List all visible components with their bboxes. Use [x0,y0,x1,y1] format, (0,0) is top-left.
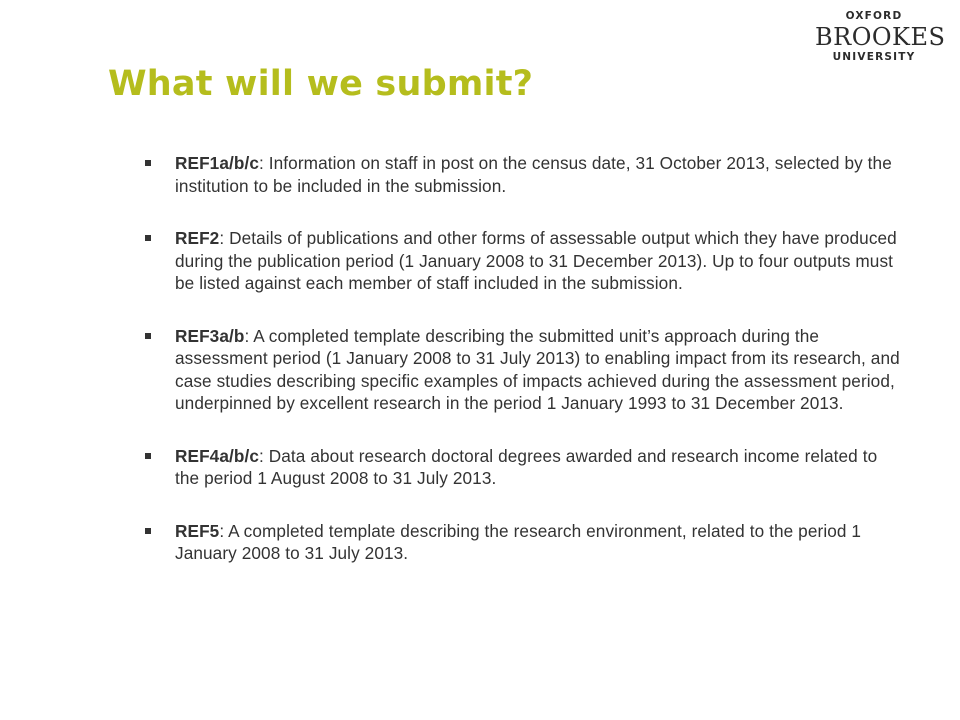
ref-code: REF3a/b [175,325,245,346]
list-item [145,227,905,295]
list-item [145,325,905,415]
square-bullet-icon [145,333,151,339]
square-bullet-icon [145,453,151,459]
logo-text-bottom: UNIVERSITY [832,51,916,63]
logo-text-top: OXFORD [845,10,903,22]
ref-description: : Details of publications and other forms of assessable output which they have produced during the publication period (1 January 2008 to 31 December 2013). Up to four outputs must be listed against each member of staff included in the submission. [175,228,897,293]
list-item [145,152,905,197]
ref-description: : Data about research doctoral degrees awarded and research income related to the period 1 August 2008 to 31 July 2013. [175,445,878,488]
ref-description: : A completed template describing the submitted unit’s approach during the assessment period (1 January 2008 to 31 July 2013) to enabling impact from its research, and case studies describing specific examples of impacts achieved during the assessment period, underpinned by excellent research in the period 1 January 1993 to 31 December 2013. [175,325,900,413]
ref-code: REF4a/b/c [175,445,260,466]
university-logo [815,10,946,82]
list-item [145,445,905,490]
ref-code: REF1a/b/c [175,153,260,173]
ref-description: : A completed template describing the research environment, related to the period 1 January 2008 to 31 July 2013. [175,520,862,563]
ref-code: REF2 [175,228,220,248]
logo-text-middle: BROOKES [815,23,946,51]
square-bullet-icon [145,160,151,166]
square-bullet-icon [145,528,151,534]
submission-list [145,152,905,565]
slide-title: What will we submit? [108,64,534,104]
list-item [145,520,905,565]
ref-description: : Information on staff in post on the census date, 31 October 2013, selected by the institution to be included in the submission. [175,153,892,196]
square-bullet-icon [145,235,151,241]
ref-code: REF5 [175,520,220,541]
